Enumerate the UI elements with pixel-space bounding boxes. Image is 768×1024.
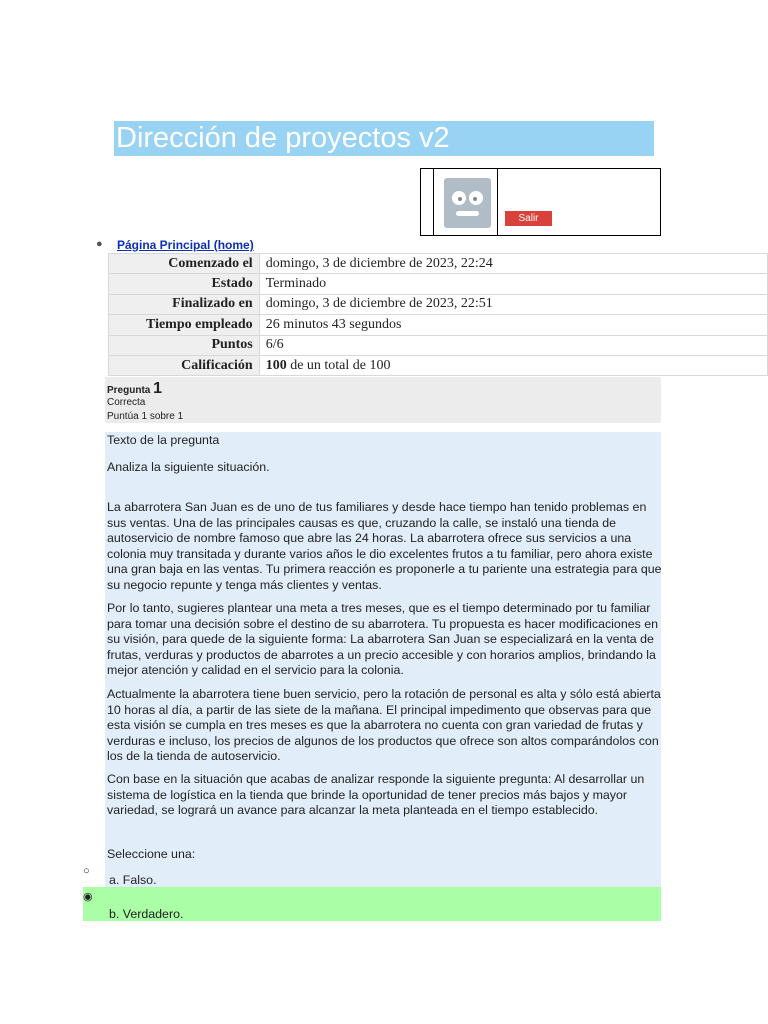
attempt-summary-table xyxy=(108,253,768,376)
bullet-icon: ● xyxy=(96,238,103,250)
table-row xyxy=(109,274,768,294)
home-link[interactable]: Página Principal (home) xyxy=(117,238,254,252)
question-number-value: 1 xyxy=(153,380,163,397)
question-label: Pregunta xyxy=(107,385,151,396)
question-paragraph: Con base en la situación que acabas de analizar responde la siguiente pregunta: Al desarrollar un sistema de logística en la tienda que brinde la oportunidad de tener precios más bajos y mayor variedad, se logrará un avance para alcanzar la meta planteada en el tiempo establecido. xyxy=(107,772,645,818)
select-one-prompt: Seleccione una: xyxy=(107,847,196,861)
question-number xyxy=(107,380,162,398)
question-paragraph: Analiza la siguiente situación. xyxy=(107,460,270,474)
answer-option-b[interactable] xyxy=(83,887,661,921)
user-avatar-icon[interactable] xyxy=(444,178,491,228)
page-title-banner xyxy=(114,121,654,156)
radio-checked-icon[interactable]: ◉ xyxy=(83,891,93,903)
answer-label: a. Falso. xyxy=(109,873,157,887)
table-row xyxy=(109,254,768,274)
row-label: Comenzado el xyxy=(109,254,260,274)
row-label: Puntos xyxy=(109,335,260,355)
row-label: Estado xyxy=(109,274,260,294)
logout-button[interactable]: Salir xyxy=(505,211,552,226)
user-menu xyxy=(420,168,661,236)
question-paragraph: La abarrotera San Juan es de uno de tus familiares y desde hace tiempo han tenido problemas en sus ventas. Una de las principales causas es que, cruzando la calle, se instaló una tienda de autoservicio de nombre famoso que abre las 24 horas. La abarrotera ofrece sus servicios a una colonia muy transitada y durante varios años le dio excelentes frutos a tu familiar, pero ahora existe una gran baja en las ventas. Tu primera reacción es proponerle a tu pariente una estrategia para que su negocio repunte y tenga más clientes y ventas. xyxy=(107,500,662,592)
table-row xyxy=(109,335,768,355)
question-text xyxy=(105,432,661,888)
question-paragraph: Actualmente la abarrotera tiene buen servicio, pero la rotación de personal es alta y sólo está abierta 10 horas al día, a partir de las siete de la mañana. El principal impedimento que observas para que esta visión se cumpla en tres meses es que la abarrotera no cuenta con gran variedad de frutas y verduras e incluso, los precios de algunos de los productos que ofrece son altos comparándolos con los de la tienda de autoservicio. xyxy=(107,687,661,764)
question-info xyxy=(105,377,661,423)
divider xyxy=(433,169,434,235)
table-row xyxy=(109,294,768,314)
answer-label: b. Verdadero. xyxy=(109,907,184,921)
radio-unchecked-icon[interactable]: ○ xyxy=(83,865,90,877)
table-row xyxy=(109,315,768,335)
answer-option-a[interactable] xyxy=(83,865,661,887)
page-title: Dirección de proyectos v2 xyxy=(116,122,450,154)
question-paragraph: Por lo tanto, sugieres plantear una meta a tres meses, que es el tiempo determinado por tu familiar para tomar una decisión sobre el destino de su abarrotera. Tu propuesta es hacer modificaciones en su visión, para quede de la siguiente forma: La abarrotera San Juan se especializará en la venta de frutas, verduras y productos de abarrotes a un precio accesible y con horarios amplios, brindando la mejor atención y calidad en el servicio para la colonia. xyxy=(107,601,659,678)
row-label: Tiempo empleado xyxy=(109,315,260,335)
grade-value: 100 xyxy=(265,357,287,373)
row-value: 26 minutos 43 segundos xyxy=(259,315,767,335)
row-value xyxy=(259,355,767,375)
row-label: Finalizado en xyxy=(109,294,260,314)
question-score: Puntúa 1 sobre 1 xyxy=(107,411,184,422)
question-status: Correcta xyxy=(107,397,146,408)
grade-total: de un total de 100 xyxy=(286,357,391,373)
table-row xyxy=(109,355,768,375)
row-value: domingo, 3 de diciembre de 2023, 22:51 xyxy=(259,294,767,314)
row-value: Terminado xyxy=(259,274,767,294)
divider xyxy=(497,169,498,235)
row-label: Calificación xyxy=(109,355,260,375)
question-text-heading: Texto de la pregunta xyxy=(107,433,220,447)
row-value: domingo, 3 de diciembre de 2023, 22:24 xyxy=(259,254,767,274)
row-value: 6/6 xyxy=(259,335,767,355)
